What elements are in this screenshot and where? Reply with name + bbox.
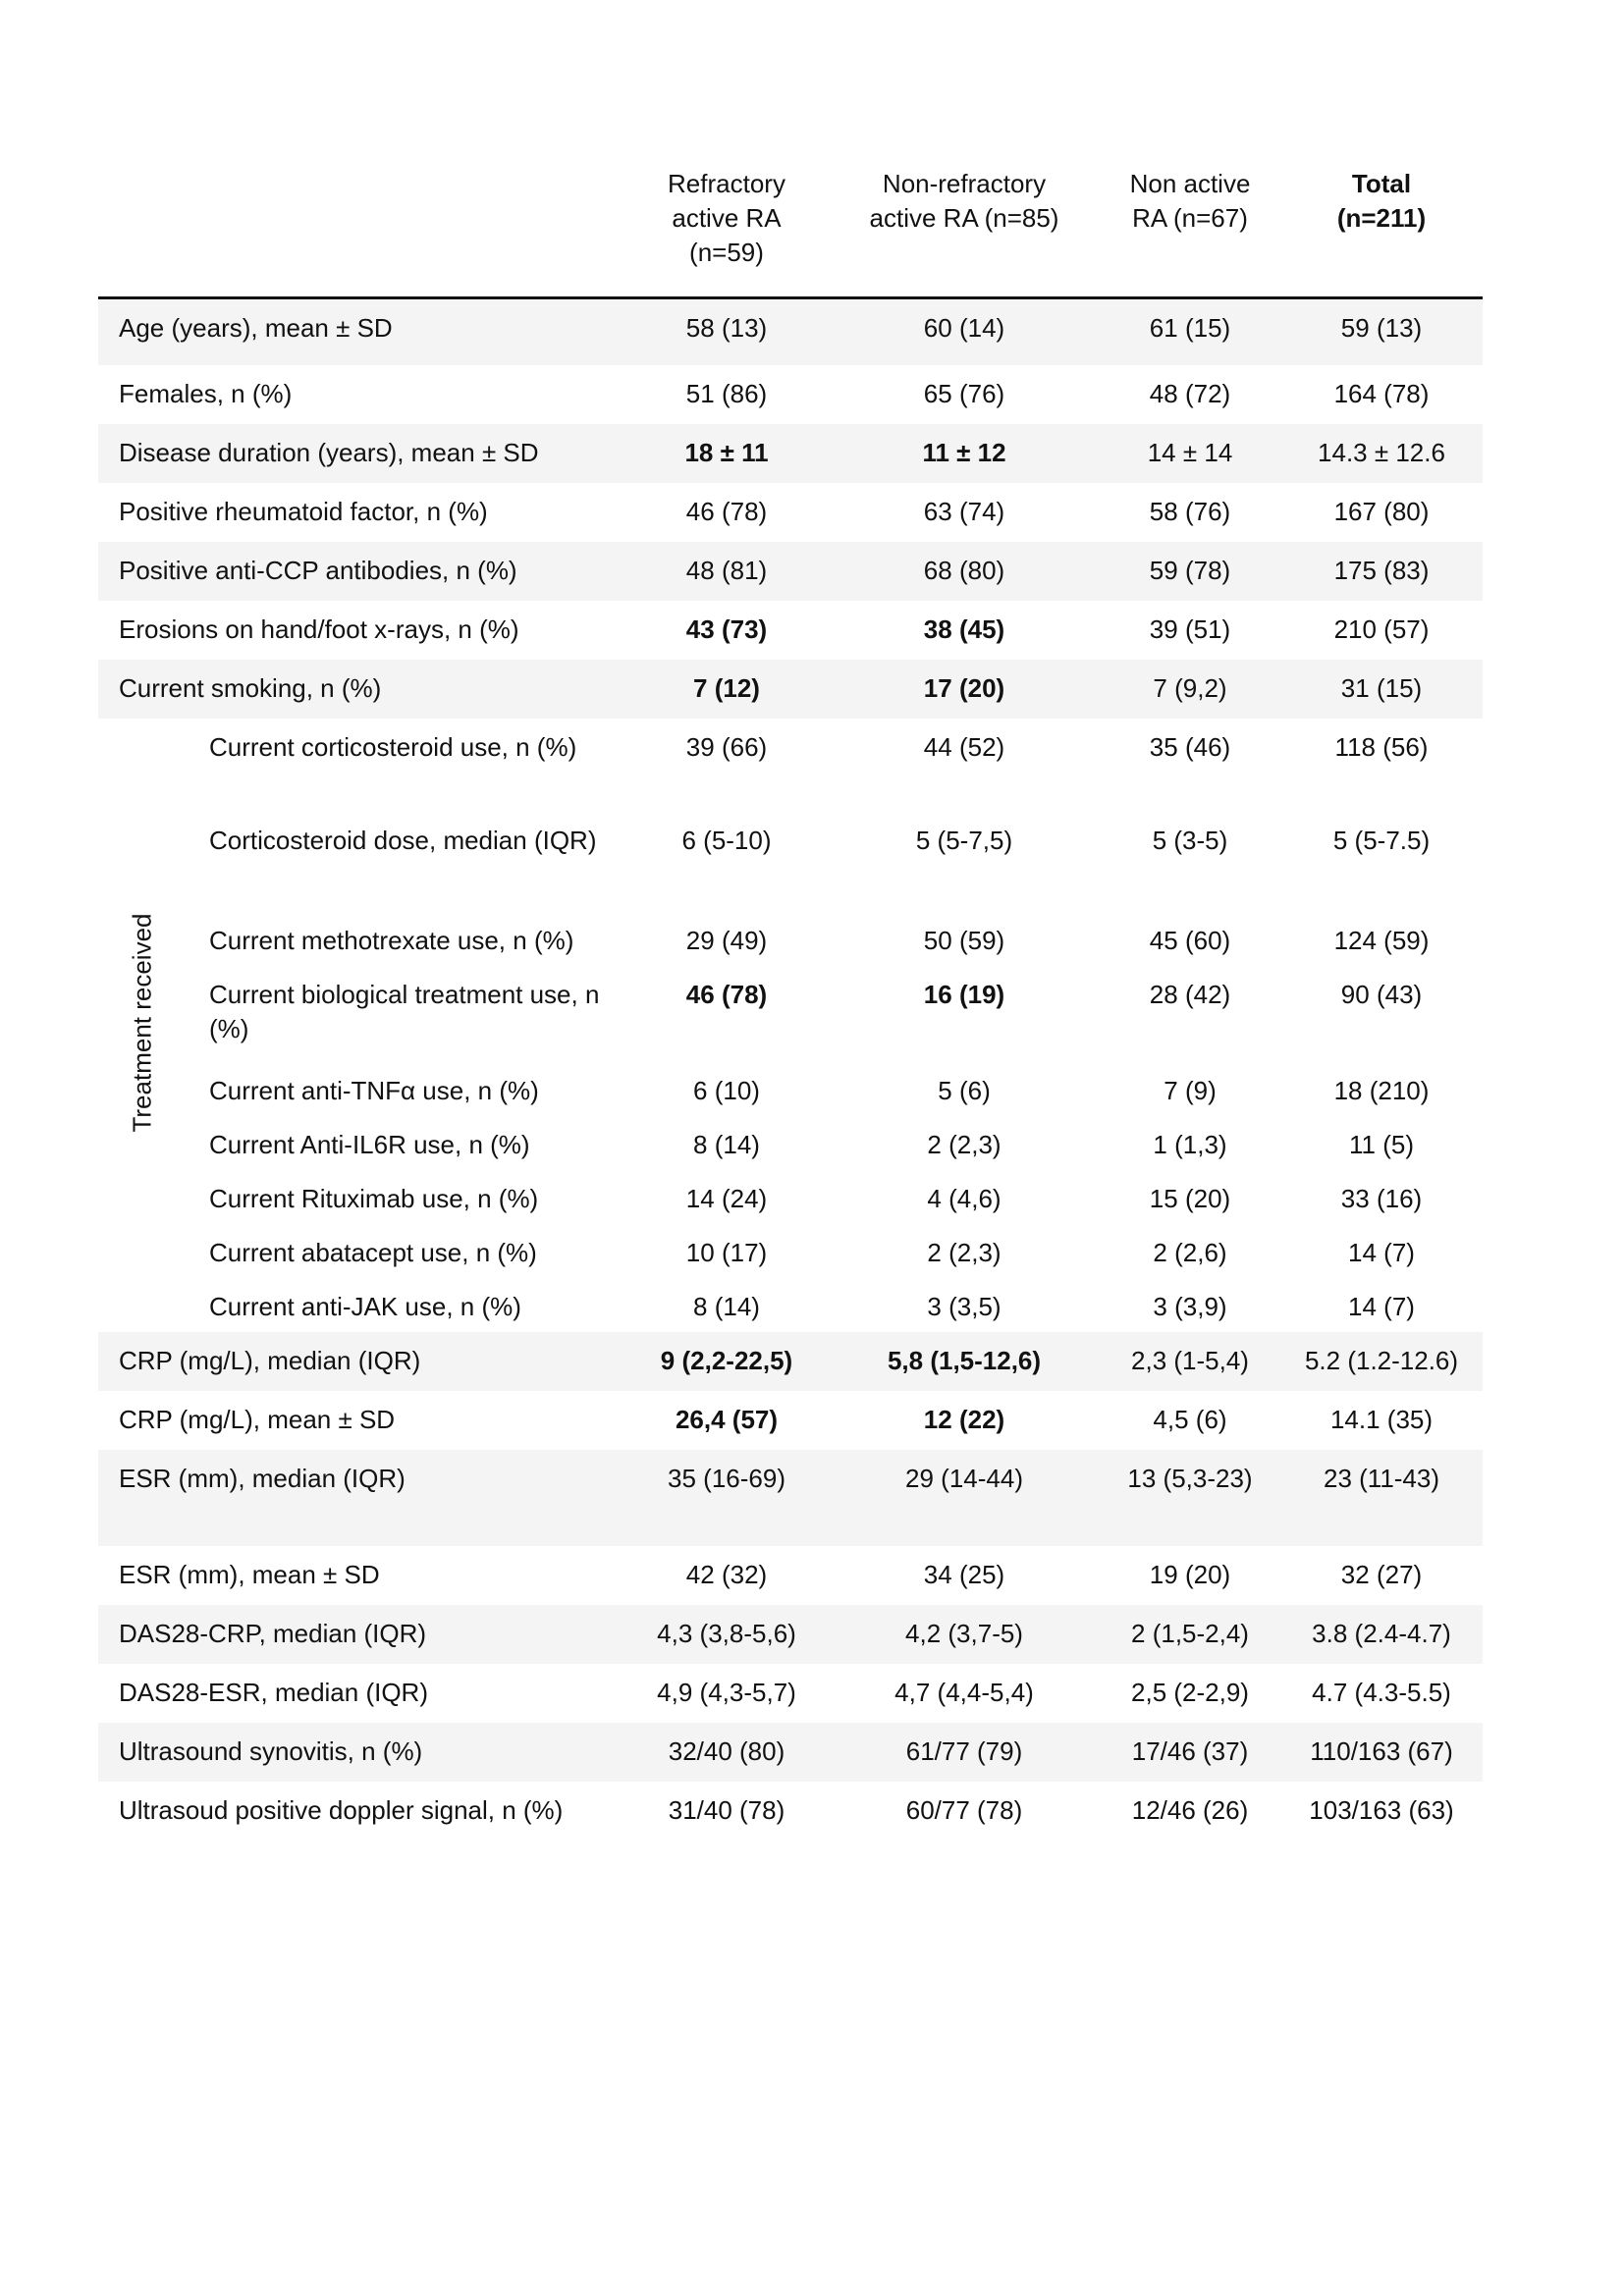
cell-value: 14 (7) [1348, 1292, 1415, 1321]
cell-value: 9 (2,2-22,5) [660, 1346, 793, 1375]
table-row [98, 812, 1483, 912]
cell-value: 3 (3,5) [927, 1292, 1001, 1321]
row-label: Positive rheumatoid factor, n (%) [119, 497, 488, 526]
cell-value: 14 (24) [685, 1184, 768, 1213]
cell-value: 103/163 (63) [1309, 1795, 1454, 1825]
cell-value: 17/46 (37) [1131, 1736, 1249, 1766]
cell-value: 2 (2,3) [927, 1238, 1001, 1267]
cell-value: 50 (59) [923, 926, 1005, 955]
cell-value: 124 (59) [1333, 926, 1430, 955]
cell-value: 19 (20) [1149, 1560, 1231, 1589]
cell-value: 7 (12) [693, 673, 760, 703]
row-label: CRP (mg/L), median (IQR) [119, 1346, 421, 1375]
cell-value: 14.3 ± 12.6 [1318, 438, 1445, 467]
cell-value: 5.2 (1.2-12.6) [1304, 1346, 1459, 1375]
cell-value: 7 (9,2) [1153, 673, 1227, 703]
table-row [98, 1723, 1483, 1782]
cell-value: 4.7 (4.3-5.5) [1312, 1678, 1451, 1707]
cell-value: 8 (14) [693, 1130, 760, 1159]
header-non-refractory: Non-refractory active RA (n=85) [869, 169, 1059, 233]
cell-value: 2,3 (1-5,4) [1131, 1346, 1249, 1375]
cell-value: 11 (5) [1349, 1130, 1414, 1159]
cell-value: 12/46 (26) [1131, 1795, 1249, 1825]
cell-value: 6 (10) [693, 1076, 760, 1105]
cell-value: 5 (5-7,5) [915, 826, 1013, 855]
cell-value: 2 (2,6) [1153, 1238, 1227, 1267]
table-body [98, 299, 1483, 1841]
cell-value: 35 (46) [1149, 732, 1231, 762]
cell-value: 5 (3-5) [1152, 826, 1228, 855]
row-label: Current biological treatment use, n (%) [209, 980, 600, 1043]
table-row [98, 1664, 1483, 1723]
cell-value: 2,5 (2-2,9) [1131, 1678, 1249, 1707]
cell-value: 18 (210) [1333, 1076, 1430, 1105]
table-row [98, 1170, 1483, 1224]
row-label: Current anti-TNFα use, n (%) [209, 1076, 539, 1105]
cell-value: 175 (83) [1333, 556, 1430, 585]
row-label: ESR (mm), mean ± SD [119, 1560, 380, 1589]
cell-value: 61/77 (79) [905, 1736, 1023, 1766]
cell-value: 60/77 (78) [905, 1795, 1023, 1825]
row-label: DAS28-CRP, median (IQR) [119, 1619, 427, 1648]
row-label: ESR (mm), median (IQR) [119, 1464, 406, 1493]
table-row [98, 299, 1483, 365]
row-label: Current Anti-IL6R use, n (%) [209, 1130, 530, 1159]
cell-value: 4,3 (3,8-5,6) [657, 1619, 796, 1648]
cell-value: 12 (22) [923, 1405, 1005, 1434]
cell-value: 11 ± 12 [922, 438, 1006, 467]
table-row [98, 483, 1483, 542]
table-row [98, 1062, 1483, 1116]
cell-value: 13 (5,3-23) [1127, 1464, 1253, 1493]
row-label: Disease duration (years), mean ± SD [119, 438, 539, 467]
cell-value: 210 (57) [1333, 614, 1430, 644]
cell-value: 29 (49) [685, 926, 768, 955]
row-label: Ultrasoud positive doppler signal, n (%) [119, 1795, 564, 1825]
cell-value: 32/40 (80) [668, 1736, 785, 1766]
table-row [98, 542, 1483, 601]
row-label: Females, n (%) [119, 379, 293, 408]
cell-value: 34 (25) [923, 1560, 1005, 1589]
cell-value: 60 (14) [923, 313, 1005, 343]
baseline-characteristics-table [98, 167, 1483, 1841]
cell-value: 48 (72) [1149, 379, 1231, 408]
cell-value: 59 (78) [1149, 556, 1231, 585]
cell-value: 14 ± 14 [1147, 438, 1233, 467]
cell-value: 167 (80) [1333, 497, 1430, 526]
table-row [98, 660, 1483, 719]
cell-value: 5 (5-7.5) [1332, 826, 1431, 855]
cell-value: 1 (1,3) [1153, 1130, 1227, 1159]
header-total: Total (n=211) [1336, 169, 1427, 233]
cell-value: 32 (27) [1340, 1560, 1423, 1589]
cell-value: 39 (51) [1149, 614, 1231, 644]
cell-value: 29 (14-44) [905, 1464, 1023, 1493]
cell-value: 68 (80) [923, 556, 1005, 585]
cell-value: 7 (9) [1164, 1076, 1217, 1105]
cell-value: 23 (11-43) [1323, 1464, 1440, 1493]
cell-value: 4 (4,6) [927, 1184, 1001, 1213]
cell-value: 3 (3,9) [1153, 1292, 1227, 1321]
cell-value: 26,4 (57) [675, 1405, 779, 1434]
cell-value: 33 (16) [1340, 1184, 1423, 1213]
table-row [98, 1782, 1483, 1841]
cell-value: 17 (20) [923, 673, 1005, 703]
row-label: Positive anti-CCP antibodies, n (%) [119, 556, 517, 585]
table-row [98, 1450, 1483, 1546]
row-label: Current Rituximab use, n (%) [209, 1184, 539, 1213]
cell-value: 4,5 (6) [1153, 1405, 1227, 1434]
row-label: Erosions on hand/foot x-rays, n (%) [119, 614, 519, 644]
row-label: Ultrasound synovitis, n (%) [119, 1736, 423, 1766]
cell-value: 15 (20) [1149, 1184, 1231, 1213]
cell-value: 46 (78) [685, 980, 768, 1009]
cell-value: 16 (19) [923, 980, 1005, 1009]
cell-value: 14.1 (35) [1329, 1405, 1434, 1434]
cell-value: 59 (13) [1340, 313, 1423, 343]
cell-value: 58 (13) [685, 313, 768, 343]
table-row [98, 1224, 1483, 1278]
cell-value: 4,9 (4,3-5,7) [657, 1678, 796, 1707]
cell-value: 3.8 (2.4-4.7) [1312, 1619, 1451, 1648]
cell-value: 10 (17) [685, 1238, 768, 1267]
header-refractory: Refractory active RA (n=59) [668, 169, 785, 267]
table-row [98, 912, 1483, 966]
cell-value: 118 (56) [1334, 732, 1429, 762]
cell-value: 31 (15) [1340, 673, 1423, 703]
cell-value: 35 (16-69) [668, 1464, 785, 1493]
cell-value: 28 (42) [1149, 980, 1231, 1009]
cell-value: 45 (60) [1149, 926, 1231, 955]
cell-value: 164 (78) [1333, 379, 1430, 408]
cell-value: 5,8 (1,5-12,6) [887, 1346, 1042, 1375]
row-label: Age (years), mean ± SD [119, 313, 393, 343]
row-label: DAS28-ESR, median (IQR) [119, 1678, 428, 1707]
cell-value: 18 ± 11 [684, 438, 769, 467]
cell-value: 14 (7) [1348, 1238, 1415, 1267]
table-header [98, 167, 1483, 296]
header-non-active: Non active RA (n=67) [1129, 169, 1251, 233]
row-label: Current corticosteroid use, n (%) [209, 732, 577, 762]
table-row [98, 1391, 1483, 1450]
cell-value: 2 (1,5-2,4) [1131, 1619, 1249, 1648]
row-label: Current smoking, n (%) [119, 673, 382, 703]
cell-value: 65 (76) [923, 379, 1005, 408]
cell-value: 39 (66) [685, 732, 768, 762]
table-row [98, 601, 1483, 660]
cell-value: 63 (74) [923, 497, 1005, 526]
cell-value: 38 (45) [923, 614, 1005, 644]
table-row [98, 966, 1483, 1062]
table-row [98, 365, 1483, 424]
table-row [98, 1278, 1483, 1332]
cell-value: 6 (5-10) [681, 826, 772, 855]
cell-value: 58 (76) [1149, 497, 1231, 526]
cell-value: 4,7 (4,4-5,4) [894, 1678, 1034, 1707]
cell-value: 31/40 (78) [668, 1795, 785, 1825]
row-label: Current methotrexate use, n (%) [209, 926, 574, 955]
row-label: CRP (mg/L), mean ± SD [119, 1405, 396, 1434]
table-row [98, 719, 1483, 812]
row-label: Corticosteroid dose, median (IQR) [209, 826, 597, 855]
cell-value: 48 (81) [685, 556, 768, 585]
treatment-group-label: Treatment received [127, 913, 157, 1133]
cell-value: 43 (73) [685, 614, 768, 644]
table-row [98, 424, 1483, 483]
cell-value: 5 (6) [938, 1076, 991, 1105]
cell-value: 8 (14) [693, 1292, 760, 1321]
cell-value: 44 (52) [923, 732, 1005, 762]
cell-value: 42 (32) [685, 1560, 768, 1589]
table-row [98, 1546, 1483, 1605]
cell-value: 4,2 (3,7-5) [905, 1619, 1023, 1648]
cell-value: 46 (78) [685, 497, 768, 526]
table-row [98, 1605, 1483, 1664]
row-label: Current anti-JAK use, n (%) [209, 1292, 521, 1321]
cell-value: 2 (2,3) [927, 1130, 1001, 1159]
table-row [98, 1332, 1483, 1391]
cell-value: 90 (43) [1340, 980, 1423, 1009]
table-row [98, 1116, 1483, 1170]
cell-value: 61 (15) [1149, 313, 1231, 343]
cell-value: 51 (86) [685, 379, 768, 408]
cell-value: 110/163 (67) [1310, 1736, 1453, 1766]
row-label: Current abatacept use, n (%) [209, 1238, 537, 1267]
